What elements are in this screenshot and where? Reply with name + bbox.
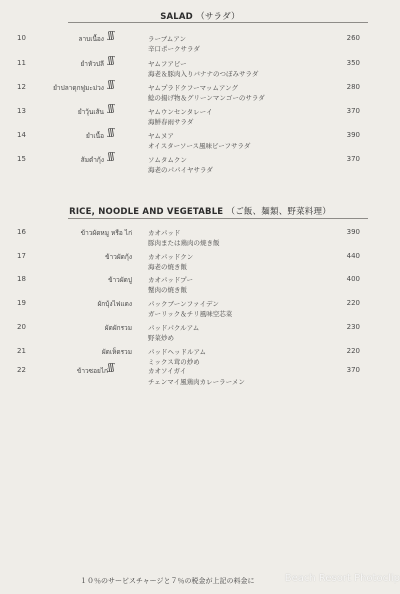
menu-item-20 — [0, 321, 400, 341]
item-thai-name: ลาบเนื้อง — [78, 35, 104, 43]
menu-item-11 — [0, 57, 400, 77]
item-thai-name: ผัดเห็ดรวม — [101, 348, 132, 356]
item-number: 12 — [17, 83, 26, 91]
section-title-jp: （サラダ） — [196, 12, 240, 22]
item-thai-name: ผักบุ้งไฟแดง — [97, 300, 132, 308]
item-thai-name: ข้าวผัดกุ้ง — [105, 253, 132, 261]
item-desc-jp: チェンマイ風鶏肉カレーラーメン — [148, 378, 245, 386]
item-name-jp: カオパッドクン — [148, 253, 194, 261]
menu-item-15 — [0, 153, 400, 173]
menu-item-14 — [0, 129, 400, 149]
item-thai-name: ข้าวผัดปู — [108, 276, 132, 284]
spicy-icon: ʃʃʃ — [108, 104, 114, 114]
item-price: 230 — [346, 323, 360, 331]
item-desc-jp: 野菜炒め — [148, 334, 174, 342]
item-desc-jp: 辛口ポークサラダ — [148, 45, 200, 53]
item-name-jp: カオソイガイ — [148, 367, 187, 375]
item-price: 390 — [346, 228, 360, 236]
item-desc-jp: ミックス茸の炒め — [148, 358, 200, 366]
item-number: 10 — [17, 34, 26, 42]
item-name-jp: ヤムフアピー — [148, 60, 187, 68]
item-price: 370 — [346, 155, 360, 163]
item-name-jp: ヤムヌア — [148, 132, 174, 140]
menu-item-17 — [0, 250, 400, 270]
item-thai-name: ยำหัวปลี — [80, 60, 104, 68]
item-desc-jp: ガーリック＆チリ風味空芯菜 — [148, 310, 233, 318]
menu-item-19 — [0, 297, 400, 317]
item-price: 400 — [346, 275, 360, 283]
menu-item-13 — [0, 105, 400, 125]
menu-item-12 — [0, 81, 400, 101]
item-desc-jp: 鯰の揚げ物＆グリーンマンゴーのサラダ — [148, 94, 265, 102]
item-number: 11 — [17, 59, 26, 67]
item-price: 370 — [346, 366, 360, 374]
item-number: 18 — [17, 275, 26, 283]
item-name-jp: パッドヘッドルアム — [148, 348, 207, 356]
item-name-jp: ヤムプラドクフーマッムアング — [148, 84, 238, 92]
item-thai-name: ผัดผักรวม — [104, 324, 132, 332]
menu-item-16 — [0, 226, 400, 246]
item-thai-name: ยำเนื้อ — [85, 132, 104, 140]
item-number: 22 — [17, 366, 26, 374]
item-price: 370 — [346, 107, 360, 115]
section-title-text: RICE, NOODLE AND VEGETABLE — [69, 207, 224, 217]
item-price: 350 — [346, 59, 360, 67]
item-thai-name: ยำวุ้นเส้น — [77, 108, 104, 116]
item-thai-name: ข้าวผัดหมู หรือ ไก่ — [80, 229, 132, 237]
spicy-icon: ʃʃʃ — [108, 363, 114, 373]
item-desc-jp: 海老のパパイヤサラダ — [148, 166, 213, 174]
spicy-icon: ʃʃʃ — [108, 56, 114, 66]
item-number: 20 — [17, 323, 26, 331]
item-number: 16 — [17, 228, 26, 236]
menu-item-21 — [0, 345, 400, 365]
item-desc-jp: 海鮮春雨サラダ — [148, 118, 194, 126]
item-desc-jp: 海老の焼き飯 — [148, 263, 187, 271]
item-name-jp: パッドパクルアム — [148, 324, 200, 332]
section-divider — [68, 218, 368, 219]
item-name-jp: ラーブムアン — [148, 35, 186, 43]
section-title-text: SALAD — [160, 12, 193, 22]
spicy-icon: ʃʃʃ — [108, 31, 114, 41]
item-thai-name: ส้มตำกุ้ง — [80, 156, 104, 164]
section-divider — [68, 22, 368, 23]
section-title-rice-noodle — [0, 205, 400, 217]
item-price: 390 — [346, 131, 360, 139]
menu-item-18 — [0, 273, 400, 293]
menu-item-10 — [0, 32, 400, 52]
item-name-jp: ソムタムクン — [148, 156, 187, 164]
item-price: 220 — [346, 347, 360, 355]
item-number: 13 — [17, 107, 26, 115]
section-title-salad — [0, 10, 400, 22]
spicy-icon: ʃʃʃ — [108, 128, 114, 138]
item-number: 14 — [17, 131, 26, 139]
section-title-jp: （ご飯、麺類、野菜料理） — [226, 207, 331, 217]
spicy-icon: ʃʃʃ — [108, 152, 114, 162]
item-desc-jp: オイスターソース風味ビーフサラダ — [148, 142, 251, 150]
item-price: 260 — [346, 34, 360, 42]
item-price: 440 — [346, 252, 360, 260]
item-desc-jp: 海老＆豚肉入りバナナのつぼみサラダ — [148, 70, 259, 78]
item-thai-name: ข้าวซอยไก่ — [76, 367, 108, 375]
item-name-jp: ヤムウンセンタレーイ — [148, 108, 213, 116]
item-price: 280 — [346, 83, 360, 91]
menu-item-22 — [0, 364, 400, 384]
spicy-icon: ʃʃʃ — [108, 80, 114, 90]
item-number: 15 — [17, 155, 26, 163]
item-desc-jp: 蟹肉の焼き飯 — [148, 286, 187, 294]
item-number: 19 — [17, 299, 26, 307]
item-name-jp: パックブーンファイデン — [148, 300, 219, 308]
item-price: 220 — [346, 299, 360, 307]
item-thai-name: ยำปลาดุกฟูมะม่วง — [53, 84, 104, 92]
item-desc-jp: 豚肉または鶏肉の焼き飯 — [148, 239, 220, 247]
item-number: 17 — [17, 252, 26, 260]
service-charge-note: １０％のサービスチャージと７％の税金が上記の料金に — [80, 577, 255, 585]
item-name-jp: カオパッドプー — [148, 276, 193, 284]
item-number: 21 — [17, 347, 26, 355]
watermark: Beach Resort Photoclip — [284, 573, 400, 584]
item-name-jp: カオパッド — [148, 229, 181, 237]
